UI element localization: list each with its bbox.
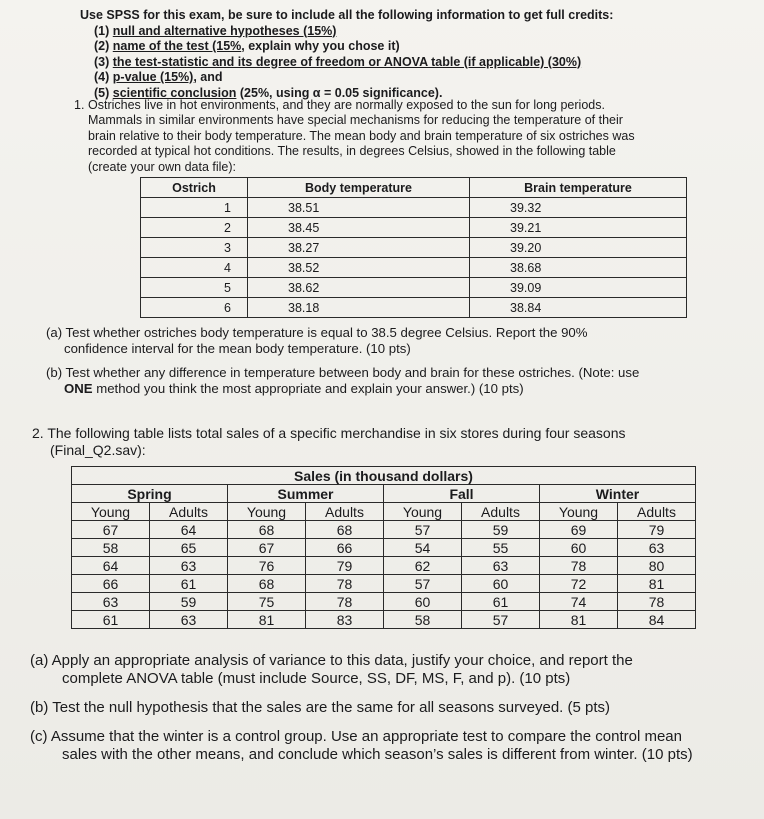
table-row: 4 38.52 38.68	[141, 258, 687, 278]
group-header-row: Young Adults Young Adults Young Adults Young Adults	[72, 503, 696, 521]
instruction-item-5: (5) scientific conclusion (25%, using α = 0.05 significance).	[94, 85, 443, 100]
table-row: 2 38.45 39.21	[141, 218, 687, 238]
ostrich-temperature-table	[140, 177, 687, 318]
header-ostrich: Ostrich	[141, 178, 248, 198]
table-row: 58 65 67 66 54 55 60 63	[72, 539, 696, 557]
question-2-text	[32, 425, 732, 459]
season-header-row	[72, 485, 696, 503]
table-row: 5 38.62 39.09	[141, 278, 687, 298]
table-row: 67 64 68 68 57 59 69 79	[72, 521, 696, 539]
question-2-part-b: (b) Test the null hypothesis that the sales are the same for all seasons surveyed. (5 pts)	[30, 699, 611, 716]
question-2-part-c: (c) Assume that the winter is a control group. Use an appropriate test to compare the control mean sales with the other means, and conclude which season’s sales is different from winter. (10 pts)	[30, 728, 693, 763]
question-2-parts	[30, 652, 760, 775]
table-row: 64 63 76 79 62 63 78 80	[72, 557, 696, 575]
table-row: 3 38.27 39.20	[141, 238, 687, 258]
table-row: 6 38.18 38.84	[141, 298, 687, 318]
question-2-line-2: (Final_Q2.sav):	[50, 442, 146, 458]
header-brain-temperature: Brain temperature	[470, 178, 687, 198]
table-row: 1 38.51 39.32	[141, 198, 687, 218]
instruction-item-2: (2) name of the test (15%, explain why you chose it)	[94, 39, 400, 53]
season-fall: Fall	[384, 485, 540, 503]
question-2-line-1: 2. The following table lists total sales of a specific merchandise in six stores during four seasons	[32, 425, 626, 441]
season-summer: Summer	[228, 485, 384, 503]
table-row: 66 61 68 78 57 60 72 81	[72, 575, 696, 593]
question-1-part-a: (a) Test whether ostriches body temperature is equal to 38.5 degree Celsius. Report the 90% confidence interval for the mean body temperature. (10 pts)	[46, 325, 588, 356]
question-1-number: 1.	[74, 98, 85, 112]
instruction-item-4: (4) p-value (15%), and	[94, 70, 223, 84]
sales-table-title: Sales (in thousand dollars)	[72, 467, 696, 485]
instructions-heading: Use SPSS for this exam, be sure to include all the following information to get full credits:	[80, 8, 614, 22]
question-1-line-5: (create your own data file):	[88, 159, 236, 174]
question-1-line-1: Ostriches live in hot environments, and they are normally exposed to the sun for long periods.	[88, 98, 605, 112]
table-row: 63 59 75 78 60 61 74 78	[72, 593, 696, 611]
question-1-text	[74, 98, 694, 175]
question-1-part-b: (b) Test whether any difference in temperature between body and brain for these ostriches. (Note: use ONE method you think the most appropriate and explain your answer.) (10 pts)	[46, 365, 640, 396]
question-1-line-4: recorded at typical hot conditions. The results, in degrees Celsius, showed in the following table	[88, 144, 616, 159]
header-body-temperature: Body temperature	[248, 178, 470, 198]
season-spring: Spring	[72, 485, 228, 503]
table-header-row	[141, 178, 687, 198]
sales-table	[71, 466, 696, 629]
instruction-item-1: (1) null and alternative hypotheses (15%)	[94, 23, 337, 38]
table-row: 61 63 81 83 58 57 81 84	[72, 611, 696, 629]
instruction-item-3: (3) the test-statistic and its degree of freedom or ANOVA table (if applicable) (30%)	[94, 54, 582, 69]
table-title-row	[72, 467, 696, 485]
question-1-line-2: Mammals in similar environments have special mechanisms for reducing the temperature of their	[88, 113, 623, 128]
question-2-part-a: (a) Apply an appropriate analysis of variance to this data, justify your choice, and report the complete ANOVA table (must include Source, SS, DF, MS, F, and p). (10 pts)	[30, 652, 633, 687]
question-1-line-3: brain relative to their body temperature. The mean body and brain temperature of six ostriches was	[88, 128, 635, 143]
question-1-parts	[46, 325, 746, 405]
season-winter: Winter	[540, 485, 696, 503]
instructions-block	[80, 8, 613, 101]
